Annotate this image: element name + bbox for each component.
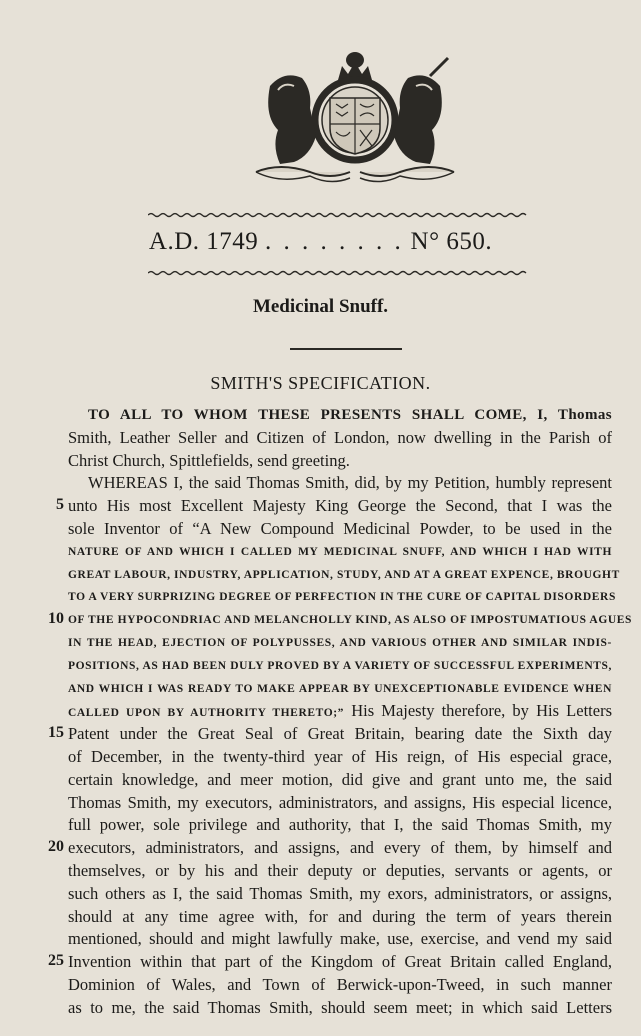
line-number: 5 xyxy=(56,496,64,514)
ornamental-rule-top xyxy=(148,212,536,218)
ornamental-rule-bottom xyxy=(148,270,536,276)
text-line: IN THE HEAD, EJECTION OF POLYPUSSES, AND VARIOUS OTHER AND SIMILAR INDIS- xyxy=(68,637,612,649)
text-line: themselves, or by his and their deputy or deputies, servants or agents, or xyxy=(68,861,612,880)
patent-number: N° 650. xyxy=(410,228,493,255)
text-line: should at any time agree with, for and during the term of years therein xyxy=(68,906,612,926)
text-line: as to me, the said Thomas Smith, should seem meet; in which said Letters xyxy=(68,997,612,1017)
line-number: 25 xyxy=(48,952,64,970)
line-number: 10 xyxy=(48,610,64,628)
text-line: NATURE OF AND WHICH I CALLED MY MEDICINAL SNUFF, AND WHICH I HAD WITH xyxy=(68,545,612,558)
roman-text: His Majesty therefore, by His Letters xyxy=(344,701,612,721)
text-line: mentioned, should and might lawfully make, use, exercise, and vend my said xyxy=(68,929,612,949)
text-line: full power, sole privilege and authority, that I, the said Thomas Smith, my xyxy=(68,815,612,835)
small-caps-text: CALLED UPON BY AUTHORITY THERETO;” xyxy=(68,707,345,720)
text-line: executors, administrators, and assigns, and every of them, by himself and xyxy=(68,838,612,858)
date-number-line xyxy=(0,228,641,256)
text-line: such others as I, the said Thomas Smith, my exors, administrators, or assigns, xyxy=(68,883,612,903)
specification-heading: SMITH'S SPECIFICATION. xyxy=(210,373,431,393)
royal-coat-of-arms-icon xyxy=(250,46,460,188)
leader-dots: . . . . . . . . xyxy=(265,228,404,255)
text-line: AND WHICH I WAS READY TO MAKE APPEAR BY UNEXCEPTIONABLE EVIDENCE WHEN xyxy=(68,682,612,695)
text-line: Dominion of Wales, and Town of Berwick-upon-Tweed, in such manner xyxy=(68,975,612,994)
text-line: POSITIONS, AS HAD BEEN DULY PROVED BY A VARIETY OF SUCCESSFUL EXPERIMENTS, xyxy=(68,659,612,672)
text-line: WHEREAS I, the said Thomas Smith, did, by my Petition, humbly represent xyxy=(88,473,612,493)
text-line: Thomas Smith, my executors, administrators, and assigns, His especial licence, xyxy=(68,792,612,812)
text-line: Christ Church, Spittlefields, send greeting. xyxy=(68,450,350,470)
text-line: of December, in the twenty-third year of His reign, of His especial grace, xyxy=(68,747,612,766)
text-line: Patent under the Great Seal of Great Britain, bearing date the Sixth day xyxy=(68,724,612,744)
text-line: Invention within that part of the Kingdom of Great Britain called England, xyxy=(68,952,612,972)
line-number: 15 xyxy=(48,724,64,742)
document-title: Medicinal Snuff. xyxy=(252,296,389,317)
text-line: unto His most Excellent Majesty King George the Second, that I was the xyxy=(68,496,612,516)
text-line: TO A VERY SURPRIZING DEGREE OF PERFECTION IN THE CURE OF CAPITAL DISORDERS xyxy=(68,591,616,604)
text-line xyxy=(68,700,612,724)
text-line: TO ALL TO WHOM THESE PRESENTS SHALL COME, I, Thomas xyxy=(88,407,612,423)
text-line: GREAT LABOUR, INDUSTRY, APPLICATION, STUDY, AND AT A GREAT EXPENCE, BROUGHT xyxy=(68,568,620,581)
text-line: sole Inventor of “A New Compound Medicinal Powder, to be used in the xyxy=(68,519,612,538)
section-divider xyxy=(290,348,402,350)
text-line: OF THE HYPOCONDRIAC AND MELANCHOLLY KIND, AS ALSO OF IMPOSTUMATIOUS AGUES xyxy=(68,614,633,627)
year-label: A.D. 1749 xyxy=(148,228,259,255)
text-line: certain knowledge, and meer motion, did give and grant unto me, the said xyxy=(68,769,612,789)
line-number: 20 xyxy=(48,838,64,856)
text-line: Smith, Leather Seller and Citizen of London, now dwelling in the Parish of xyxy=(68,427,612,447)
